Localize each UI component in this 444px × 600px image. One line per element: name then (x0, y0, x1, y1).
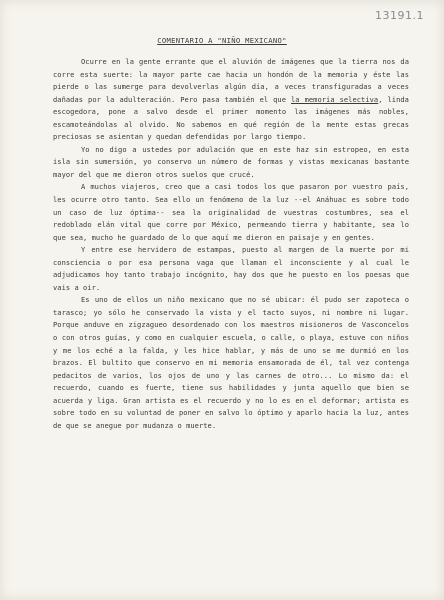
paragraph-5: Es uno de ellos un niño mexicano que no sé ubicar: él pudo ser zapoteca o tarasco; yo sólo he conservado la vista y el tacto suyos, ni nombre ni lugar. Porque anduve en zigzagueo desordenado con los maestros misioneros de Vasconcelos o con otros guías, y como en cualquier escuela, o calle, o playa, estuve con niños y me los eché a la falda, y les hice hablar, y más de uno se me durmió en los brazos. El bultito que conservo en mi memoria ensamorada de él, tal vez contenga pedacitos de varios, los ojos de uno y las carnes de otro... Lo mismo da: el recuerdo, cuando es fuerte, tiene sus habilidades y junta aquello que bien se acuerda y liga. Gran artista es el recuerdo y no lo es en el deformar; artista es sobre todo en su voluntad de poner en salvo lo óptimo y aparlo hacia la luz, antes de que se anegue por mudanza o muerte. (53, 295, 409, 430)
paragraph-3: A muchos viajeros, creo que a casi todos los que pasaron por vuestro país, les ocurre otro tanto. Sea ello un fenómeno de la luz --el Anáhuac es sobre todo un caso de luz óptima-- sea la originalidad de vuestras costumbres, sea el redoblado elán vital que corre por México, permeando tierra y habitante, sea lo que sea, mucho he guardado de lo que aquí me dieron en paisaje y en gentes. (53, 182, 409, 242)
paragraph-1 (53, 56, 409, 144)
document-body (53, 56, 409, 432)
document-title: COMENTARIO A "NIÑO MEXICANO" (157, 36, 287, 45)
paragraph-2: Yo no digo a ustedes por adulación que en este haz sin estropeo, en esta isla sin sumersión, yo conservo un número de formas y vistas mexicanas bastante mayor del que me dieron otros suelos que crucé. (53, 144, 409, 179)
paragraph-1-text-before: Ocurre en la gente errante que el aluvión de imágenes que la tierra nos da corre esta suerte: la mayor parte cae hacia un hondón de la memoria y éste las pierde o las sumerge para devolverlas algún día, a veces transfiguradas a veces dañadas por la adulteración. Pero pasa también el que (53, 57, 409, 104)
reference-number: 13191.1 (375, 9, 424, 22)
paragraph-1-text-after: , linda escogedora, pone a salvo desde el primer momento las imágenes más nobles, escamoteándolas al olvido. No sabemos en qué región de la mente estas grecas preciosas se asientan y quedan defendidas por largo tiempo. (53, 94, 409, 142)
paragraph-4: Y entre ese hervidero de estampas, puesto al margen de la muerte por mi consciencia o por esa persona vaga que llaman el inconsciente y al cual le adjudicamos hoy tanto trabajo incógnito, hay dos que he puesto en los poesas que vais a oir. (53, 245, 409, 292)
underlined-phrase: la memoria selectiva (291, 94, 379, 104)
